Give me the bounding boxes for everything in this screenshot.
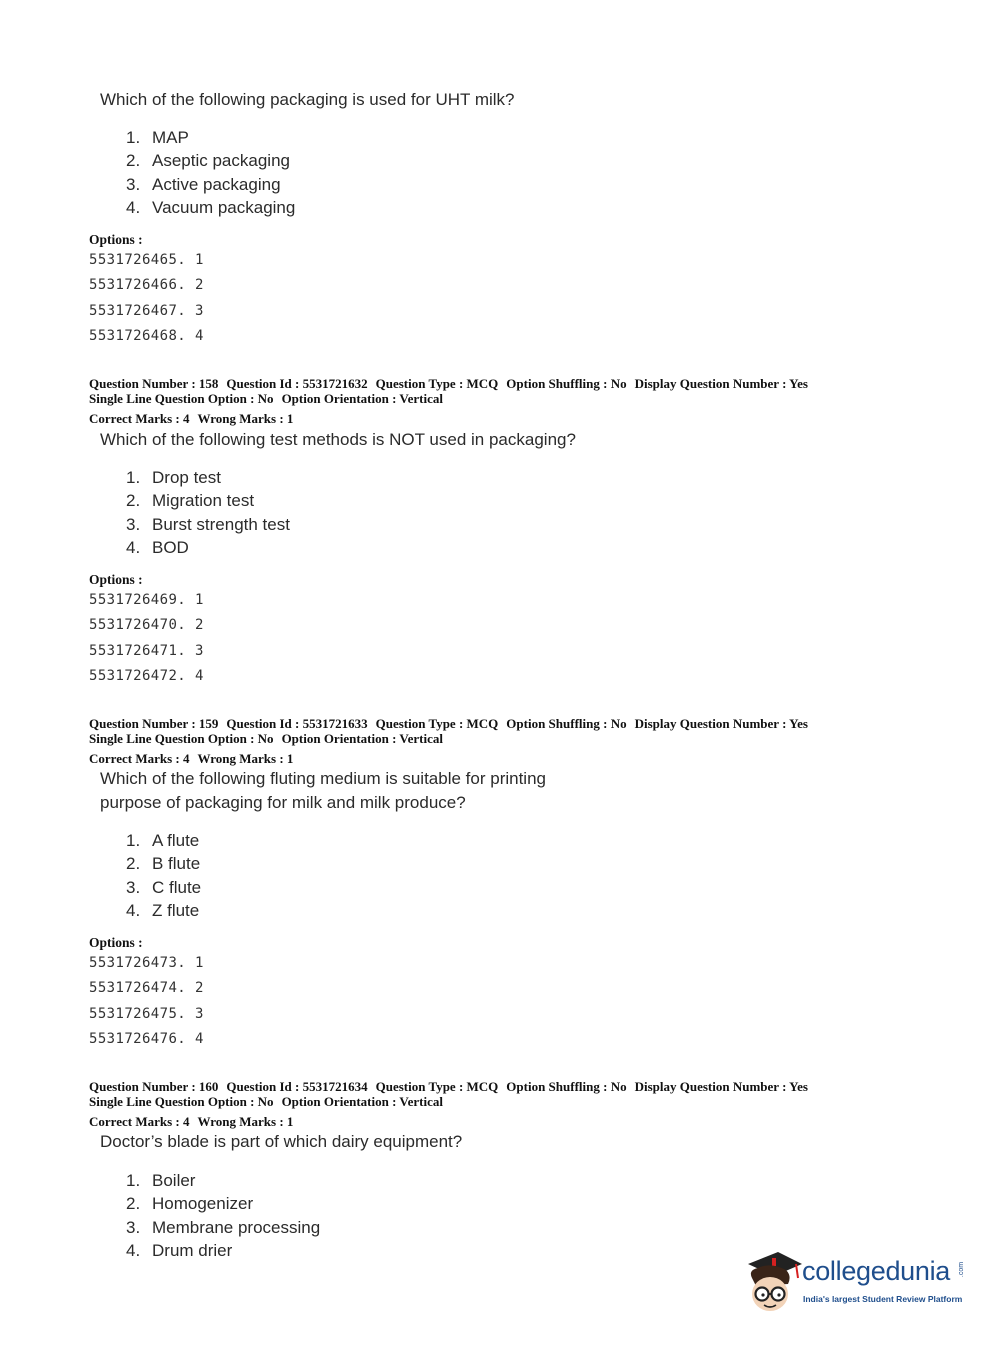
- question-text: Which of the following packaging is used for UHT milk?: [100, 90, 515, 109]
- choice-item: 1. Drop test: [126, 468, 221, 487]
- choice-item: 3. Burst strength test: [126, 514, 290, 534]
- option-id: 5531726466. 2: [89, 277, 204, 294]
- option-id-list: [89, 248, 204, 349]
- option-id: 5531726470. 2: [89, 617, 204, 634]
- choice-item: 3. Membrane processing: [126, 1217, 321, 1237]
- options-label: Options :: [89, 935, 143, 950]
- option-id-list: [89, 588, 204, 689]
- option-id: 5531726468. 4: [89, 327, 204, 344]
- choice-item: 2. Migration test: [126, 491, 255, 511]
- option-id: 5531726473. 1: [89, 955, 204, 971]
- option-id: 5531726469. 1: [89, 592, 204, 608]
- option-id: 5531726472. 4: [89, 667, 204, 684]
- choice-item: 2. Homogenizer: [126, 1194, 254, 1214]
- choice-list: [126, 829, 201, 922]
- choice-item: 1. MAP: [126, 128, 189, 147]
- question-text: Doctor’s blade is part of which dairy equipment?: [100, 1132, 463, 1151]
- choice-item: 3. C flute: [126, 877, 202, 897]
- option-id: 5531726471. 3: [89, 642, 204, 659]
- choice-item: 2. B flute: [126, 854, 201, 874]
- logo-tagline: India's largest Student Review Platform: [803, 1294, 963, 1304]
- choice-list: [126, 126, 295, 219]
- option-id: 5531726465. 1: [89, 252, 204, 268]
- choice-item: 3. Active packaging: [126, 174, 281, 194]
- option-id-list: [89, 951, 204, 1052]
- option-id: 5531726474. 2: [89, 980, 204, 997]
- options-label: Options :: [89, 232, 143, 247]
- marks-line: Correct Marks : 4 Wrong Marks : 1: [89, 1114, 294, 1129]
- marks-line: Correct Marks : 4 Wrong Marks : 1: [89, 751, 294, 766]
- option-id: 5531726475. 3: [89, 1005, 204, 1022]
- choice-item: 1. Boiler: [126, 1171, 196, 1190]
- choice-item: 4. Vacuum packaging: [126, 197, 296, 217]
- choice-item: 4. Z flute: [126, 900, 200, 920]
- mascot-icon: [742, 1248, 804, 1318]
- option-id: 5531726467. 3: [89, 302, 204, 319]
- options-label: Options :: [89, 572, 143, 587]
- choice-item: 4. Drum drier: [126, 1240, 233, 1260]
- choice-list: [126, 1169, 320, 1262]
- question-meta: Question Number : 159 Question Id : 5531721633 Question Type : MCQ Option Shuffling : No Display Question Number : Yes Single Line Question Option : No Option Orientation : Vertical Correct Marks : 4 Wrong Marks : 1: [89, 717, 909, 767]
- collegedunia-logo: [742, 1248, 970, 1322]
- logo-wordmark: collegedunia: [802, 1256, 951, 1286]
- question-text: Which of the following test methods is NOT used in packaging?: [100, 430, 576, 449]
- choice-item: 4. BOD: [126, 537, 189, 557]
- choice-item: 1. A flute: [126, 831, 200, 850]
- question-text: Which of the following fluting medium is suitable for printing purpose of packaging for milk and milk produce?: [100, 769, 546, 812]
- marks-line: Correct Marks : 4 Wrong Marks : 1: [89, 411, 294, 426]
- choice-item: 2. Aseptic packaging: [126, 151, 290, 171]
- question-meta: Question Number : 158 Question Id : 5531721632 Question Type : MCQ Option Shuffling : No Display Question Number : Yes Single Line Question Option : No Option Orientation : Vertical Correct Marks : 4 Wrong Marks : 1: [89, 377, 909, 427]
- question-meta: Question Number : 160 Question Id : 5531721634 Question Type : MCQ Option Shuffling : No Display Question Number : Yes Single Line Question Option : No Option Orientation : Vertical Correct Marks : 4 Wrong Marks : 1: [89, 1080, 909, 1130]
- option-id: 5531726476. 4: [89, 1030, 204, 1047]
- logo-suffix: .com: [958, 1261, 966, 1278]
- choice-list: [126, 466, 290, 559]
